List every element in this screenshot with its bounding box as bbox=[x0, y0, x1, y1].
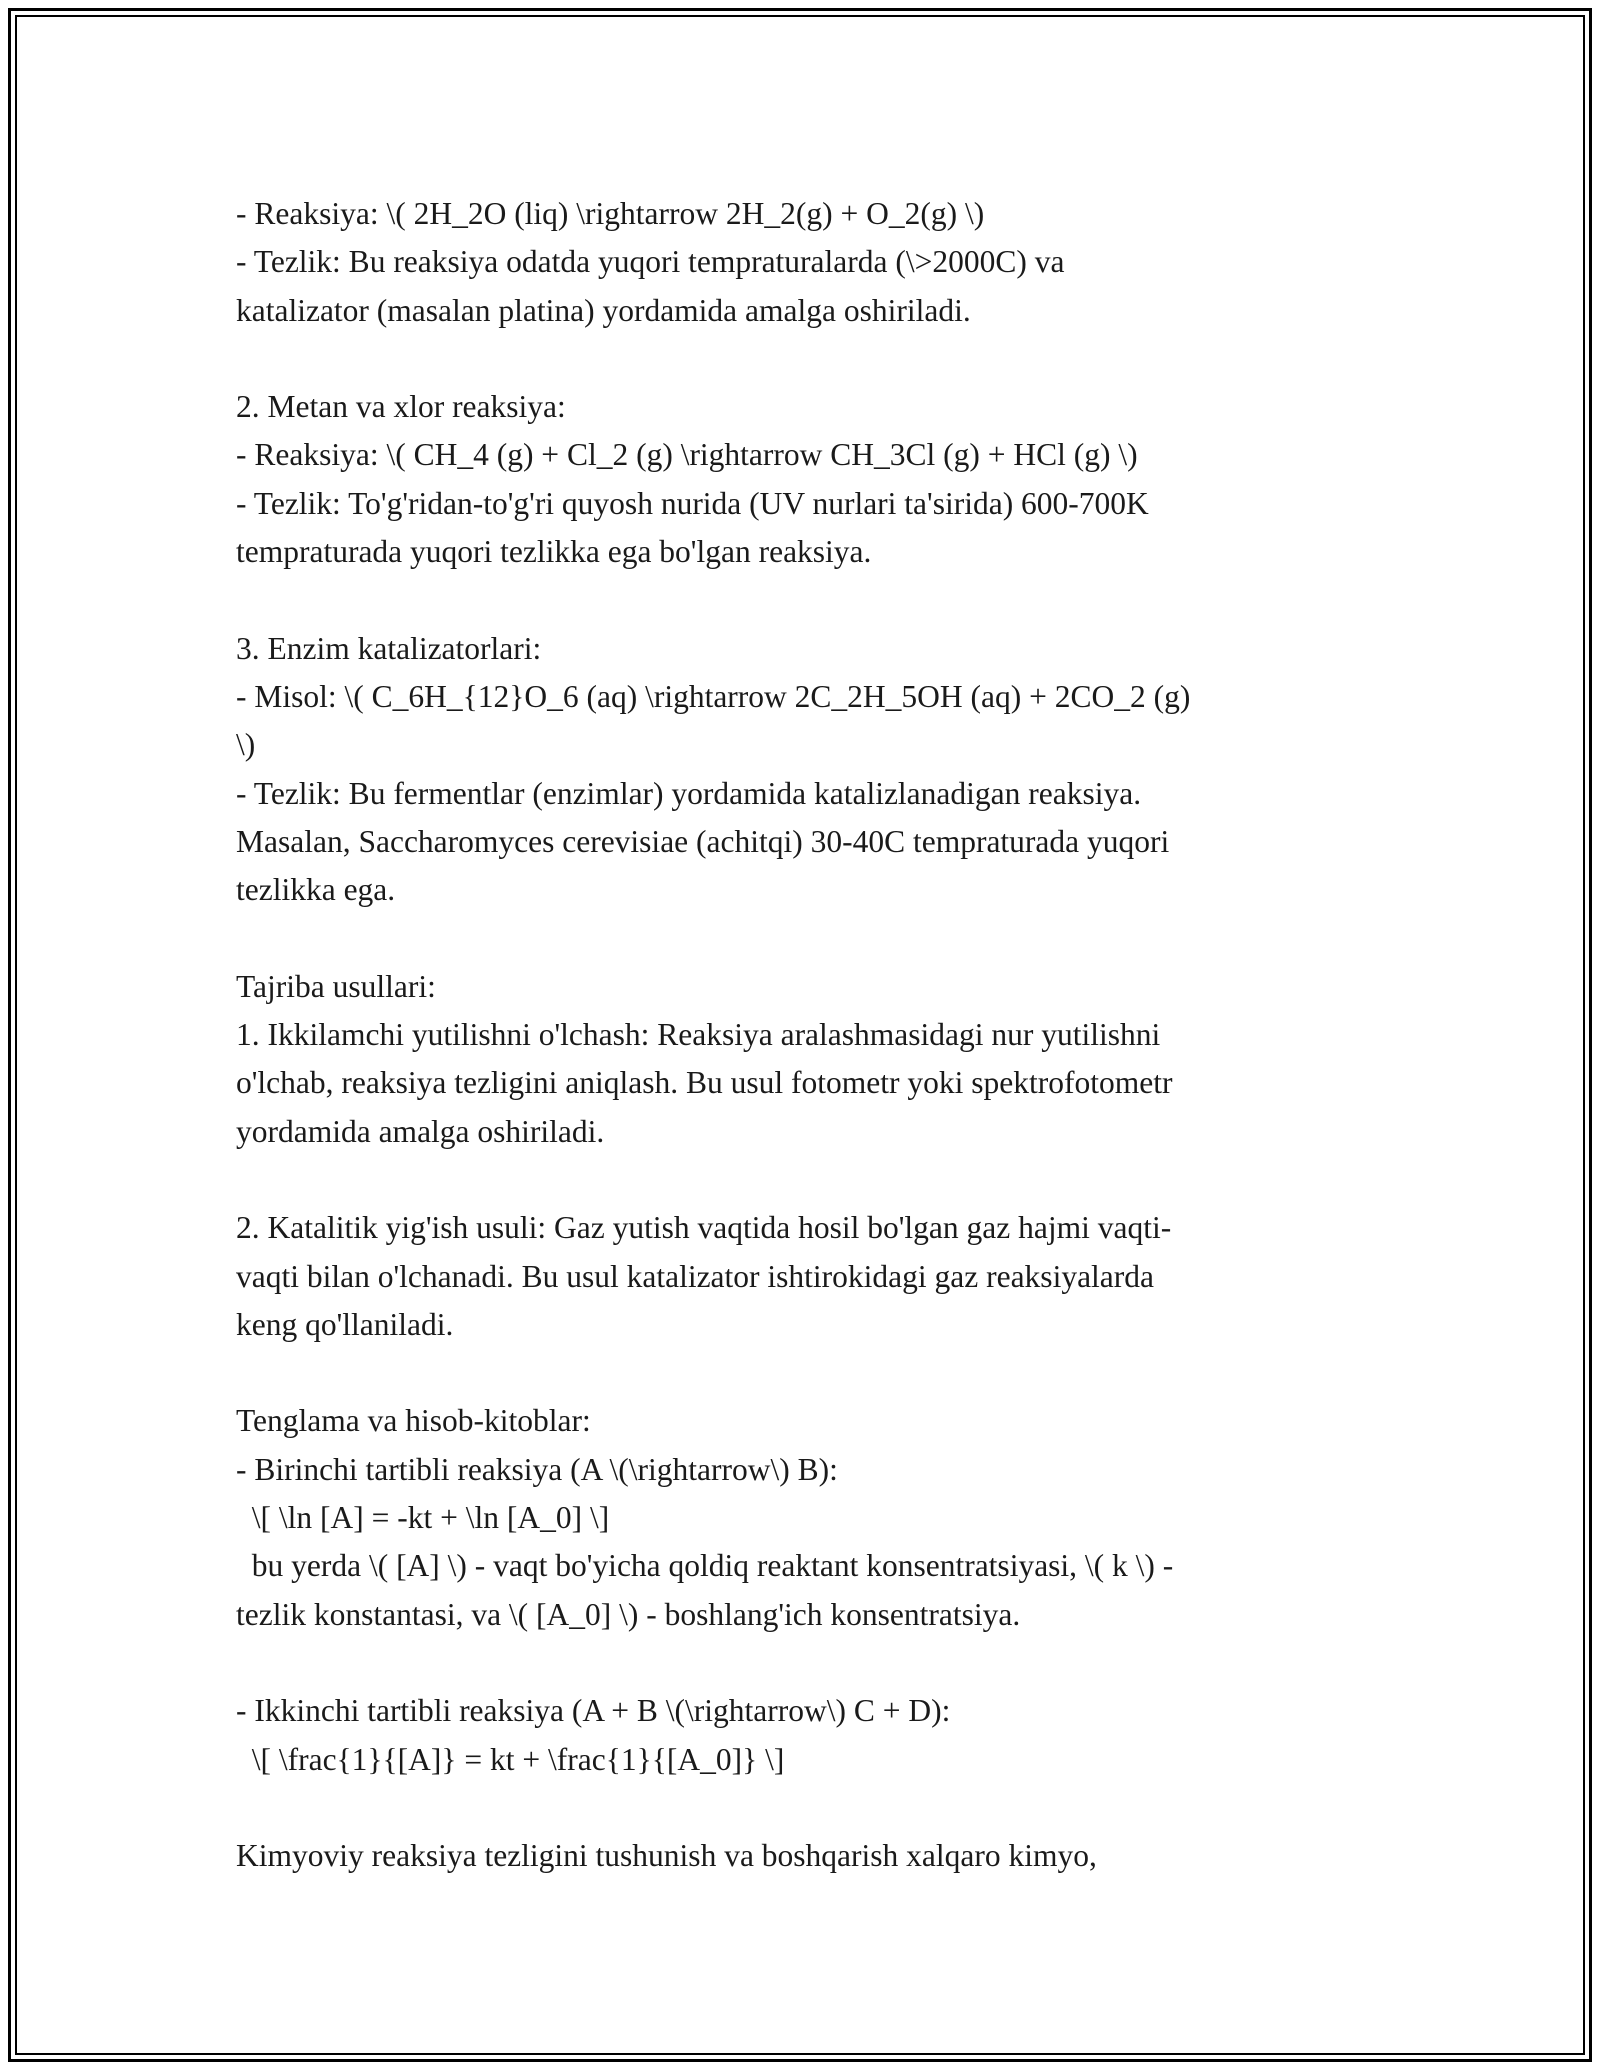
blank-line bbox=[236, 1784, 1366, 1832]
text-line: keng qo'llaniladi. bbox=[236, 1306, 454, 1342]
section-heading: 3. Enzim katalizatorlari: bbox=[236, 630, 542, 666]
text-line: tezlikka ega. bbox=[236, 872, 396, 908]
text-line: - Misol: \( C_6H_{12}O_6 (aq) \rightarrow 2C_2H_5OH (aq) + 2CO_2 (g) bbox=[236, 678, 1191, 714]
text-line: - Reaksiya: \( 2H_2O (liq) \rightarrow 2H_2(g) + O_2(g) \) bbox=[236, 196, 985, 231]
text-line: o'lchab, reaksiya tezligini aniqlash. Bu usul fotometr yoki spektrofotometr bbox=[236, 1065, 1173, 1101]
blank-line bbox=[236, 1639, 1366, 1687]
text-line: - Reaksiya: \( CH_4 (g) + Cl_2 (g) \rightarrow CH_3Cl (g) + HCl (g) \) bbox=[236, 437, 1138, 473]
text-line: 1. Ikkilamchi yutilishni o'lchash: Reaksiya aralashmasidagi nur yutilishni bbox=[236, 1017, 1161, 1053]
text-line: - Ikkinchi tartibli reaksiya (A + B \(\rightarrow\) C + D): bbox=[236, 1693, 951, 1729]
text-line: - Tezlik: Bu fermentlar (enzimlar) yordamida katalizlanadigan reaksiya. bbox=[236, 775, 1142, 811]
text-line: yordamida amalga oshiriladi. bbox=[236, 1113, 605, 1149]
equation-line: \[ \ln [A] = -kt + \ln [A_0] \] bbox=[236, 1500, 610, 1536]
text-line: tezlik konstantasi, va \( [A_0] \) - boshlang'ich konsentratsiya. bbox=[236, 1596, 1021, 1632]
text-line: \) bbox=[236, 727, 256, 763]
blank-line bbox=[236, 1156, 1366, 1204]
section-heading: Tajriba usullari: bbox=[236, 968, 436, 1004]
text-line: bu yerda \( [A] \) - vaqt bo'yicha qoldiq reaktant konsentratsiyasi, \( k \) - bbox=[236, 1548, 1174, 1584]
equation-line: \[ \frac{1}{[A]} = kt + \frac{1}{[A_0]} \] bbox=[236, 1741, 785, 1777]
text-line: tempraturada yuqori tezlikka ega bo'lgan reaksiya. bbox=[236, 534, 872, 570]
text-line: vaqti bilan o'lchanadi. Bu usul katalizator ishtirokidagi gaz reaksiyalarda bbox=[236, 1258, 1155, 1294]
text-line: - Birinchi tartibli reaksiya (A \(\rightarrow\) B): bbox=[236, 1451, 838, 1487]
text-line: - Tezlik: To'g'ridan-to'g'ri quyosh nurida (UV nurlari ta'sirida) 600-700K bbox=[236, 485, 1149, 521]
document-body bbox=[236, 190, 1366, 1880]
text-line: - Tezlik: Bu reaksiya odatda yuqori tempraturalarda (\>2000C) va bbox=[236, 244, 1065, 280]
section-heading: 2. Metan va xlor reaksiya: bbox=[236, 389, 566, 425]
blank-line bbox=[236, 335, 1366, 383]
blank-line bbox=[236, 914, 1366, 962]
text-line: 2. Katalitik yig'ish usuli: Gaz yutish vaqtida hosil bo'lgan gaz hajmi vaqti- bbox=[236, 1210, 1172, 1246]
text-line: katalizator (masalan platina) yordamida amalga oshiriladi. bbox=[236, 292, 971, 328]
text-line: Masalan, Saccharomyces cerevisiae (achitqi) 30-40C tempraturada yuqori bbox=[236, 823, 1170, 859]
section-heading: Tenglama va hisob-kitoblar: bbox=[236, 1403, 591, 1439]
blank-line bbox=[236, 1349, 1366, 1397]
text-line: Kimyoviy reaksiya tezligini tushunish va boshqarish xalqaro kimyo, bbox=[236, 1838, 1097, 1874]
blank-line bbox=[236, 576, 1366, 624]
